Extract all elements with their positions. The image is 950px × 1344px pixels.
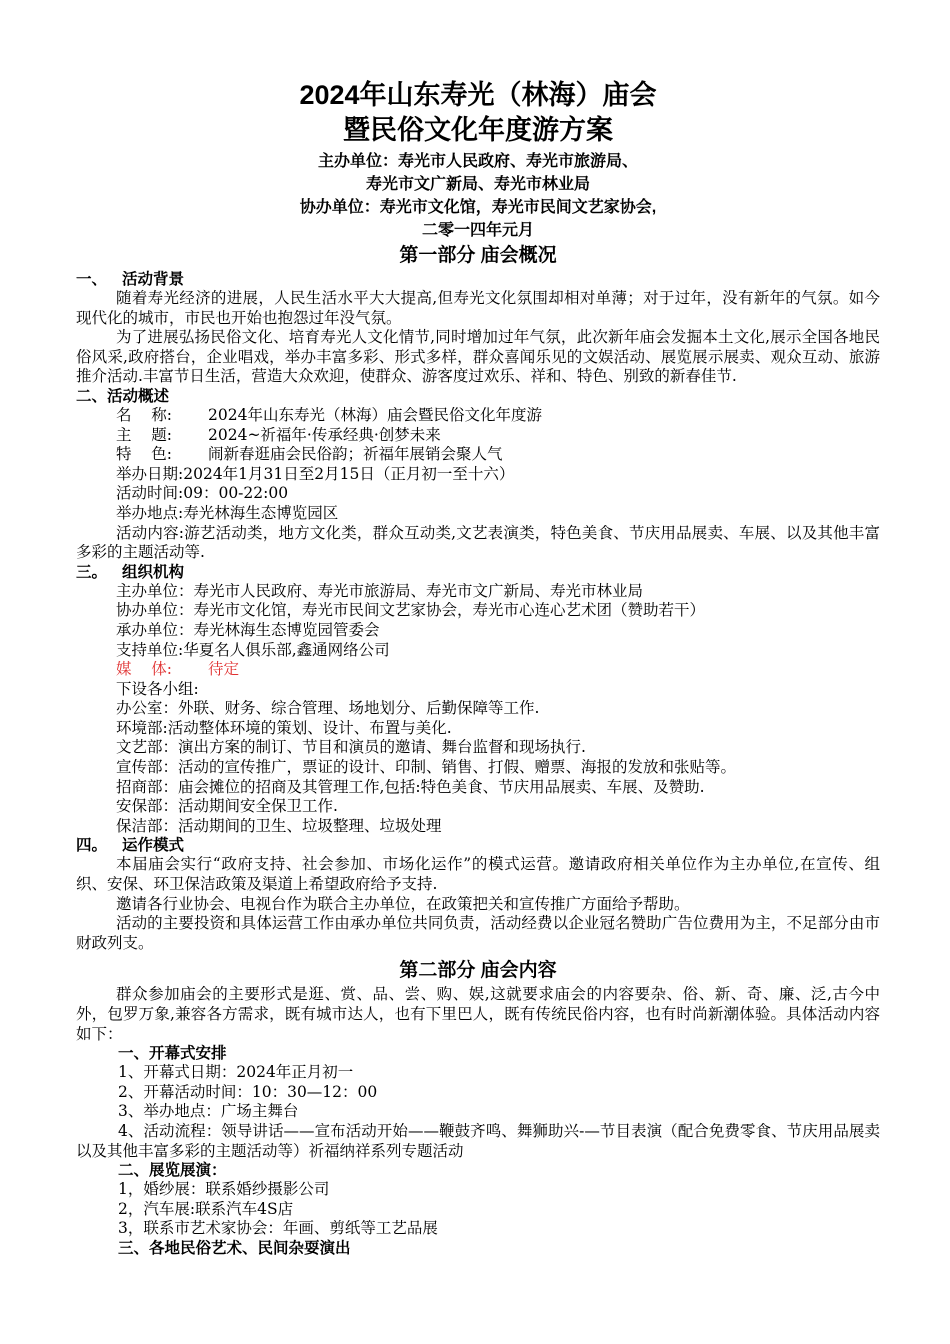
overview-date: 举办日期:2024年1月31日至2月15日（正月初一至十六） — [116, 464, 515, 483]
org-promo: 宣传部：活动的宣传推广，票证的设计、印制、销售、打假、赠票、海报的发放和张贴等。 — [116, 758, 737, 777]
org-cohost: 协办单位：寿光市文化馆，寿光市民间文艺家协会，寿光市心连心艺术团（赞助若干） — [116, 601, 706, 620]
subsection-heading-folk-art: 三、各地民俗艺术、民间杂耍演出 — [118, 1239, 351, 1257]
overview-theme: 主 题: 2024~祈福年·传承经典·创梦未来 — [116, 425, 441, 444]
document-date: 二零一四年元月 — [421, 222, 534, 239]
list-item: 2、开幕活动时间：10：30—12：00 — [118, 1082, 378, 1101]
org-organizer: 承办单位：寿光林海生态博览园管委会 — [116, 620, 380, 639]
paragraph: 邀请各行业协会、电视台作为联合主办单位，在政策把关和宣传推广方面给予帮助。 — [116, 894, 690, 913]
section-heading-operation: 四。 运作模式 — [76, 837, 185, 855]
section-heading-overview: 二、活动概述 — [76, 387, 170, 405]
paragraph: 随着寿光经济的进展，人民生活水平大大提高,但寿光文化氛围却相对单薄；对于过年，没有新年的气氛。如今现代化的城市，市民也开始也抱怨过年没气氛。 — [76, 289, 880, 327]
overview-feature: 特 色: 闹新春逛庙会民俗韵；祈福年展销会聚人气 — [116, 445, 503, 464]
overview-content: 活动内容:游艺活动类，地方文化类，群众互动类,文艺表演类，特色美食、节庆用品展卖、车展、以及其他丰富多彩的主题活动等. — [76, 523, 880, 562]
org-host: 主办单位：寿光市人民政府、寿光市旅游局、寿光市文广新局、寿光市林业局 — [116, 581, 644, 600]
subsection-heading-opening: 一、开幕式安排 — [118, 1045, 227, 1063]
list-item: 3，联系市艺术家协会：年画、剪纸等工艺品展 — [118, 1219, 438, 1238]
cohost-units: 协办单位：寿光市文化馆，寿光市民间文艺家协会, — [299, 199, 657, 216]
org-env: 环境部:活动整体环境的策划、设计、布置与美化. — [116, 718, 452, 737]
list-item: 1、开幕式日期：2024年正月初一 — [118, 1063, 354, 1082]
host-units-line1: 主办单位：寿光市人民政府、寿光市旅游局、 — [317, 153, 638, 170]
org-groups: 下设各小组: — [116, 679, 199, 698]
overview-time: 活动时间:09：00-22:00 — [116, 484, 289, 503]
paragraph: 为了进展弘扬民俗文化、培育寿光人文化情节,同时增加过年气氛，此次新年庙会发掘本土文化,展示全国各地民俗风采,政府搭台，企业唱戏，举办丰富多彩、形式多样，群众喜闻乐见的文娱活动、展览展示展卖、观众互动、旅游推介活动.丰富节日生活，营造大众欢迎，使群众、游客度过欢乐、祥和、特色、别致的新春佳节. — [76, 328, 880, 386]
paragraph: 本届庙会实行“政府支持、社会参加、市场化运作”的模式运营。邀请政府相关单位作为主办单位,在宣传、组织、安保、环卫保洁政策及渠道上希望政府给予支持. — [76, 855, 880, 894]
section-heading-organization: 三。 组织机构 — [76, 563, 185, 581]
list-item: 1，婚纱展：联系婚纱摄影公司 — [118, 1180, 330, 1199]
paragraph: 群众参加庙会的主要形式是逛、赏、品、尝、购、娱,这就要求庙会的内容要杂、俗、新、奇、廉、泛,古今中外，包罗万象,兼容各方需求，既有城市达人，也有下里巴人，既有传统民俗内容，也有时尚新潮体验。具体活动内容如下： — [76, 985, 880, 1043]
org-office: 办公室：外联、财务、综合管理、场地划分、后勤保障等工作. — [116, 699, 540, 718]
section-heading-background: 一、 活动背景 — [76, 271, 185, 288]
overview-place: 举办地点:寿光林海生态博览园区 — [116, 503, 339, 522]
list-item: 3、举办地点：广场主舞台 — [118, 1102, 299, 1121]
document-subtitle: 暨民俗文化年度游方案 — [343, 115, 613, 145]
list-item: 4、活动流程：领导讲话——宣布活动开始——鞭鼓齐鸣、舞狮助兴-—节目表演（配合免费零食、节庆用品展卖以及其他丰富多彩的主题活动等）祈福纳祥系列专题活动 — [76, 1121, 880, 1160]
paragraph: 活动的主要投资和具体运营工作由承办单位共同负责，活动经费以企业冠名赞助广告位费用为主，不足部分由市财政列支。 — [76, 914, 880, 952]
org-art: 文艺部：演出方案的制订、节目和演员的邀请、舞台监督和现场执行. — [116, 738, 586, 757]
overview-name: 名 称: 2024年山东寿光（林海）庙会暨民俗文化年度游 — [116, 405, 542, 424]
org-clean: 保洁部：活动期间的卫生、垃圾整理、垃圾处理 — [116, 816, 442, 835]
host-units-line2: 寿光市文广新局、寿光市林业局 — [365, 176, 590, 193]
org-media: 媒 体: 待定 — [116, 660, 240, 679]
document-title: 2024年山东寿光（林海）庙会 — [299, 80, 657, 110]
part1-title: 第一部分 庙会概况 — [399, 245, 557, 266]
org-invest: 招商部：庙会摊位的招商及其管理工作,包括:特色美食、节庆用品展卖、车展、及赞助. — [116, 777, 705, 796]
org-security: 安保部：活动期间安全保卫工作. — [116, 797, 338, 816]
subsection-heading-exhibition: 二、展览展演： — [118, 1162, 227, 1180]
list-item: 2，汽车展:联系汽车4S店 — [118, 1199, 294, 1218]
org-support: 支持单位:华夏名人俱乐部,鑫通网络公司 — [116, 640, 390, 659]
part2-title: 第二部分 庙会内容 — [399, 960, 557, 982]
document-page — [76, 78, 880, 1258]
